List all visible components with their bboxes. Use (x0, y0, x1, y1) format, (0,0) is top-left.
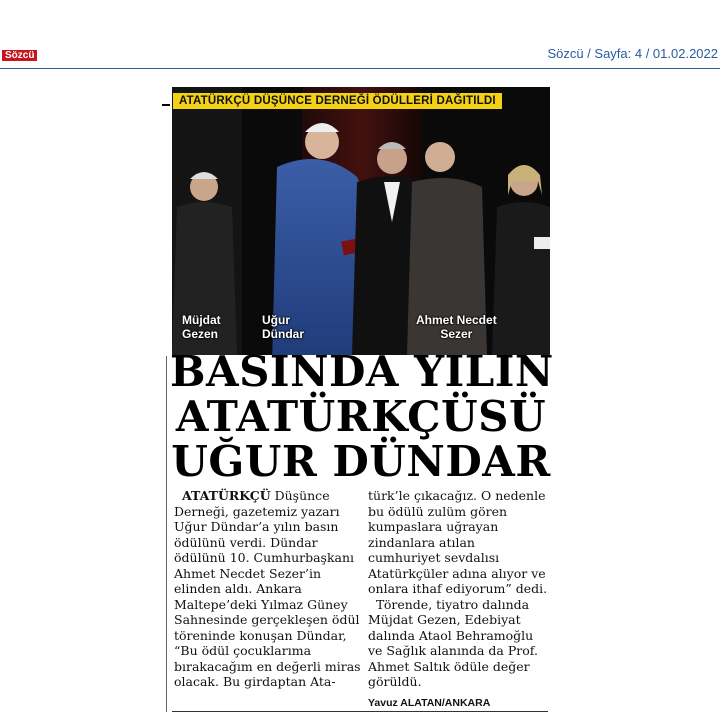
body-column-2-paragraph-1: türk’le çıkacağız. O nedenle bu ödülü zulüm gören kumpaslara uğrayan zindanlara atılan cumhuriyet sevdalısı Atatürkçüler adına alıyor ve onlara ithaf ediyorum” dedi. (368, 488, 548, 596)
byline: Yavuz ALATAN/ANKARA (368, 697, 491, 709)
caption-right-line2: Sezer (440, 327, 473, 341)
headline-line-3: UĞUR DÜNDAR (171, 437, 551, 486)
caption-middle (262, 313, 304, 341)
article-kicker: ATATÜRKÇÜ DÜŞÜNCE DERNEĞİ ÖDÜLLERİ DAĞITILDI (173, 93, 502, 109)
body-column-2-paragraph-2: Törende, tiyatro dalında Müjdat Gezen, Edebiyat dalında Ataol Behramoğlu ve Sağlık alanında da Prof. Ahmet Saltık ödüle değer görüldü. (368, 596, 538, 689)
headline-line-2: ATATÜRKÇÜSÜ (175, 392, 547, 441)
caption-right (416, 313, 497, 341)
page-header (0, 0, 720, 70)
caption-left (182, 313, 221, 341)
source-line: Sözcü / Sayfa: 4 / 01.02.2022 (547, 46, 718, 61)
kicker-dash (162, 104, 170, 106)
column-rule-left (166, 356, 167, 712)
body-column-1-text: Düşünce Derneği, gazetemiz yazarı Uğur Dündar’a yılın basın ödülünü verdi. Dündar ödülünü 10. Cumhurbaşkanı Ahmet Necdet Sezer’in elinden aldı. Ankara Maltepe’deki Yılmaz Güney Sahnesinde gerçekleşen ödül töreninde konuşan Dündar, “Bu ödül çocuklarıma bırakacağım en değerli miras olacak. Bu girdaptan Ata- (174, 488, 361, 689)
body-lead-word: ATATÜRKÇÜ (182, 488, 271, 503)
body-column-2 (368, 488, 548, 690)
header-rule (0, 68, 720, 69)
caption-left-line2: Gezen (182, 327, 219, 341)
headline-line-1: BASINDA YILIN (170, 347, 554, 396)
caption-left-line1: Müjdat (182, 313, 221, 327)
caption-middle-line2: Dündar (262, 327, 304, 341)
bottom-rule (172, 711, 548, 712)
body-column-1 (174, 488, 362, 690)
publication-logo: Sözcü (2, 50, 37, 61)
caption-middle-line1: Uğur (262, 313, 290, 327)
caption-right-line1: Ahmet Necdet (416, 313, 497, 327)
